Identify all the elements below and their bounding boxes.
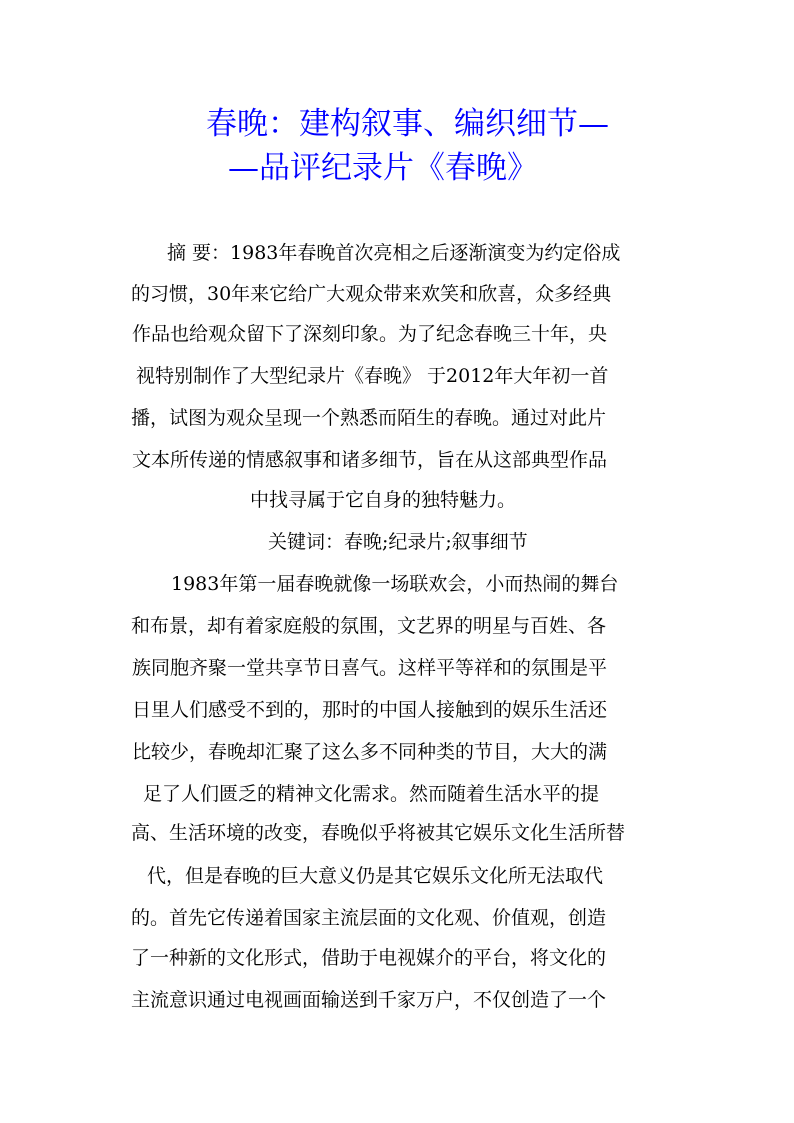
abstract-line-7: 中找寻属于它自身的独特魅力。 [250,489,517,511]
body-line-10: 了一种新的文化形式，借助于电视媒介的平台，将文化的 [131,947,607,969]
abstract-line-6: 文本所传递的情感叙事和诸多细节，旨在从这部典型作品 [132,449,608,471]
body-line-6: 足了人们匮乏的精神文化需求。然而随着生活水平的提 [143,783,600,805]
body-line-8: 代，但是春晚的巨大意义仍是其它娱乐文化所无法取代 [147,865,604,887]
abstract-line-5: 播，试图为观众呈现一个熟悉而陌生的春晚。通过对此片 [131,407,607,429]
body-line-5: 比较少，春晚却汇聚了这么多不同种类的节目，大大的满 [132,741,608,763]
keywords-line: 关键词：春晚;纪录片;叙事细节 [268,531,528,553]
document-title-line-1: 春晚：建构叙事、编织细节— [206,106,609,142]
body-line-2: 和布景，却有着家庭般的氛围，文艺界的明星与百姓、各 [131,615,607,637]
abstract-line-2: 的习惯，30年来它给广大观众带来欢笑和欣喜，众多经典 [131,283,612,305]
document-title-line-2: —品评纪录片《春晚》 [228,150,538,186]
abstract-line-1: 摘 要：1983年春晚首次亮相之后逐渐演变为约定俗成 [167,242,621,264]
body-line-9: 的。首先它传递着国家主流层面的文化观、价值观，创造 [131,907,607,929]
body-line-7: 高、生活环境的改变，春晚似乎将被其它娱乐文化生活所替 [131,822,626,844]
body-line-4: 日里人们感受不到的，那时的中国人接触到的娱乐生活还 [132,699,608,721]
abstract-line-4: 视特别制作了大型纪录片《春晚》 于2012年大年初一首 [136,365,609,387]
body-line-11: 主流意识通过电视画面输送到千家万户，不仅创造了一个 [131,989,607,1011]
body-line-3: 族同胞齐聚一堂共享节日喜气。这样平等祥和的氛围是平 [132,657,608,679]
abstract-line-3: 作品也给观众留下了深刻印象。为了纪念春晚三十年，央 [132,323,608,345]
body-line-1: 1983年第一届春晚就像一场联欢会，小而热闹的舞台 [171,573,619,595]
